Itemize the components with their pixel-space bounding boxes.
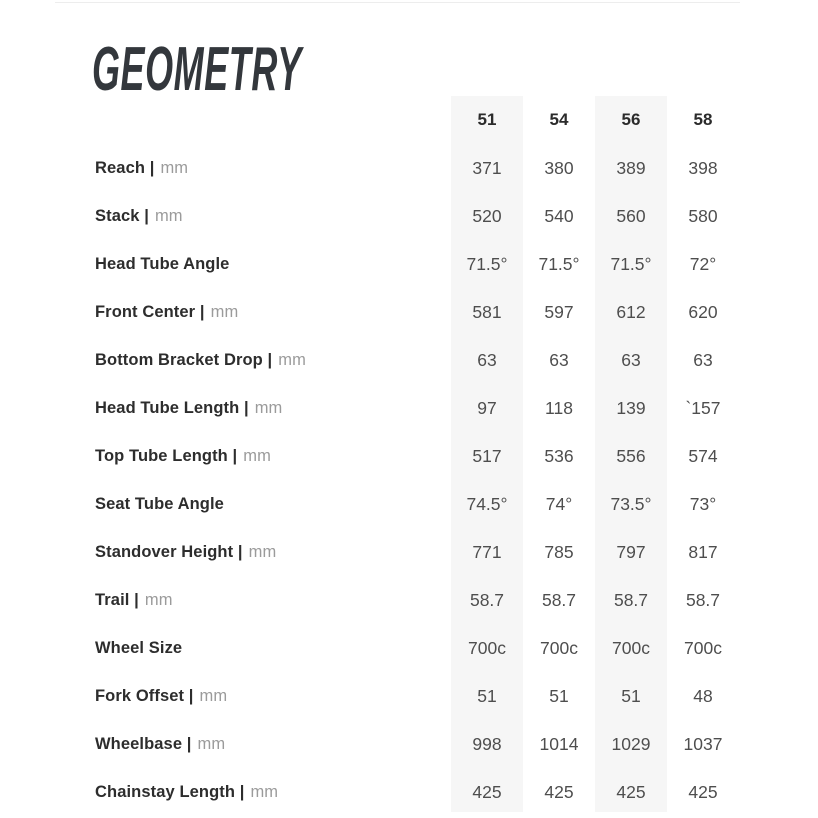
cell-value: 371 [451,144,523,192]
cell-value: 58.7 [685,589,721,610]
cell-value: 58.7 [595,576,667,624]
size-column-header: 54 [549,110,569,129]
row-label [95,528,451,576]
cell-value: 580 [688,205,718,226]
row-unit: mm [248,542,277,561]
table-body [0,144,818,816]
cell-value: 139 [595,384,667,432]
cell-value: 58.7 [541,589,577,610]
size-column-header: 51 [451,96,523,144]
table-row [0,768,818,816]
row-label-text: Wheelbase | [95,734,192,753]
bottom-mask [0,812,818,818]
cell-value: 48 [693,685,713,706]
table-row [0,192,818,240]
row-label [95,768,451,816]
cell-value: 700c [540,637,578,658]
cell-value: 63 [595,336,667,384]
header-row [0,96,818,144]
cell-value: 58.7 [451,576,523,624]
row-label-text: Bottom Bracket Drop | [95,350,273,369]
row-label-text: Reach | [95,158,155,177]
row-label [95,576,451,624]
cell-value: 700c [684,637,722,658]
cell-value: 71.5° [451,240,523,288]
geometry-table [0,96,818,816]
table-row [0,480,818,528]
table-row [0,144,818,192]
cell-value: 389 [595,144,667,192]
cell-value: 74° [545,493,573,514]
table-row [0,240,818,288]
cell-value: 520 [451,192,523,240]
cell-value: 817 [688,541,718,562]
cell-value: 540 [544,205,574,226]
table-row [0,624,818,672]
cell-value: 63 [693,349,713,370]
top-divider [55,2,740,3]
row-unit: mm [154,206,183,225]
cell-value: 97 [451,384,523,432]
cell-value: 517 [451,432,523,480]
cell-value: 63 [451,336,523,384]
cell-value: 73° [689,493,717,514]
row-label-text: Trail | [95,590,139,609]
table-row [0,384,818,432]
cell-value: 797 [595,528,667,576]
header-spacer [95,96,451,144]
row-label-text: Wheel Size [95,638,183,657]
cell-value: 771 [451,528,523,576]
cell-value: 73.5° [595,480,667,528]
table-row [0,528,818,576]
cell-value: 556 [595,432,667,480]
cell-value: 63 [549,349,569,370]
row-label-text: Stack | [95,206,149,225]
cell-value: 998 [451,720,523,768]
cell-value: 51 [549,685,569,706]
cell-value: 700c [451,624,523,672]
cell-value: 425 [595,768,667,816]
cell-value: 425 [688,781,718,802]
cell-value: 425 [451,768,523,816]
row-label-text: Standover Height | [95,542,243,561]
table-row [0,672,818,720]
cell-value: 700c [595,624,667,672]
row-unit: mm [197,734,226,753]
table-row [0,288,818,336]
row-label [95,192,451,240]
row-label-text: Fork Offset | [95,686,194,705]
table-row [0,576,818,624]
row-unit: mm [254,398,283,417]
cell-value: `157 [685,397,721,418]
table-row [0,720,818,768]
cell-value: 425 [544,781,574,802]
cell-value: 72° [689,253,717,274]
cell-value: 71.5° [538,253,580,274]
row-label-text: Chainstay Length | [95,782,245,801]
row-unit: mm [210,302,239,321]
row-label [95,240,451,288]
cell-value: 380 [544,157,574,178]
row-unit: mm [250,782,279,801]
row-unit: mm [144,590,173,609]
cell-value: 1029 [595,720,667,768]
row-unit: mm [278,350,306,369]
cell-value: 612 [595,288,667,336]
row-label [95,288,451,336]
row-label [95,144,451,192]
row-label [95,432,451,480]
page-title: GEOMETRY [92,34,302,104]
row-label-text: Head Tube Angle [95,254,230,273]
cell-value: 785 [544,541,574,562]
table-row [0,336,818,384]
size-column-header: 56 [595,96,667,144]
cell-value: 71.5° [595,240,667,288]
cell-value: 398 [688,157,718,178]
row-label-text: Seat Tube Angle [95,494,224,513]
row-label [95,384,451,432]
size-column-header: 58 [693,110,713,129]
cell-value: 620 [688,301,718,322]
row-unit: mm [243,446,271,465]
cell-value: 1037 [683,733,723,754]
row-label [95,672,451,720]
cell-value: 581 [451,288,523,336]
cell-value: 51 [595,672,667,720]
row-label-text: Front Center | [95,302,205,321]
row-unit: mm [160,158,189,177]
row-label-text: Head Tube Length | [95,398,249,417]
row-unit: mm [199,686,228,705]
row-label-text: Top Tube Length | [95,446,238,465]
cell-value: 536 [544,445,574,466]
cell-value: 574 [688,445,718,466]
row-label [95,480,451,528]
cell-value: 74.5° [451,480,523,528]
row-label [95,720,451,768]
cell-value: 118 [545,397,573,418]
cell-value: 51 [451,672,523,720]
cell-value: 597 [544,301,574,322]
table-row [0,432,818,480]
row-label [95,624,451,672]
row-label [95,336,451,384]
cell-value: 1014 [539,733,579,754]
cell-value: 560 [595,192,667,240]
